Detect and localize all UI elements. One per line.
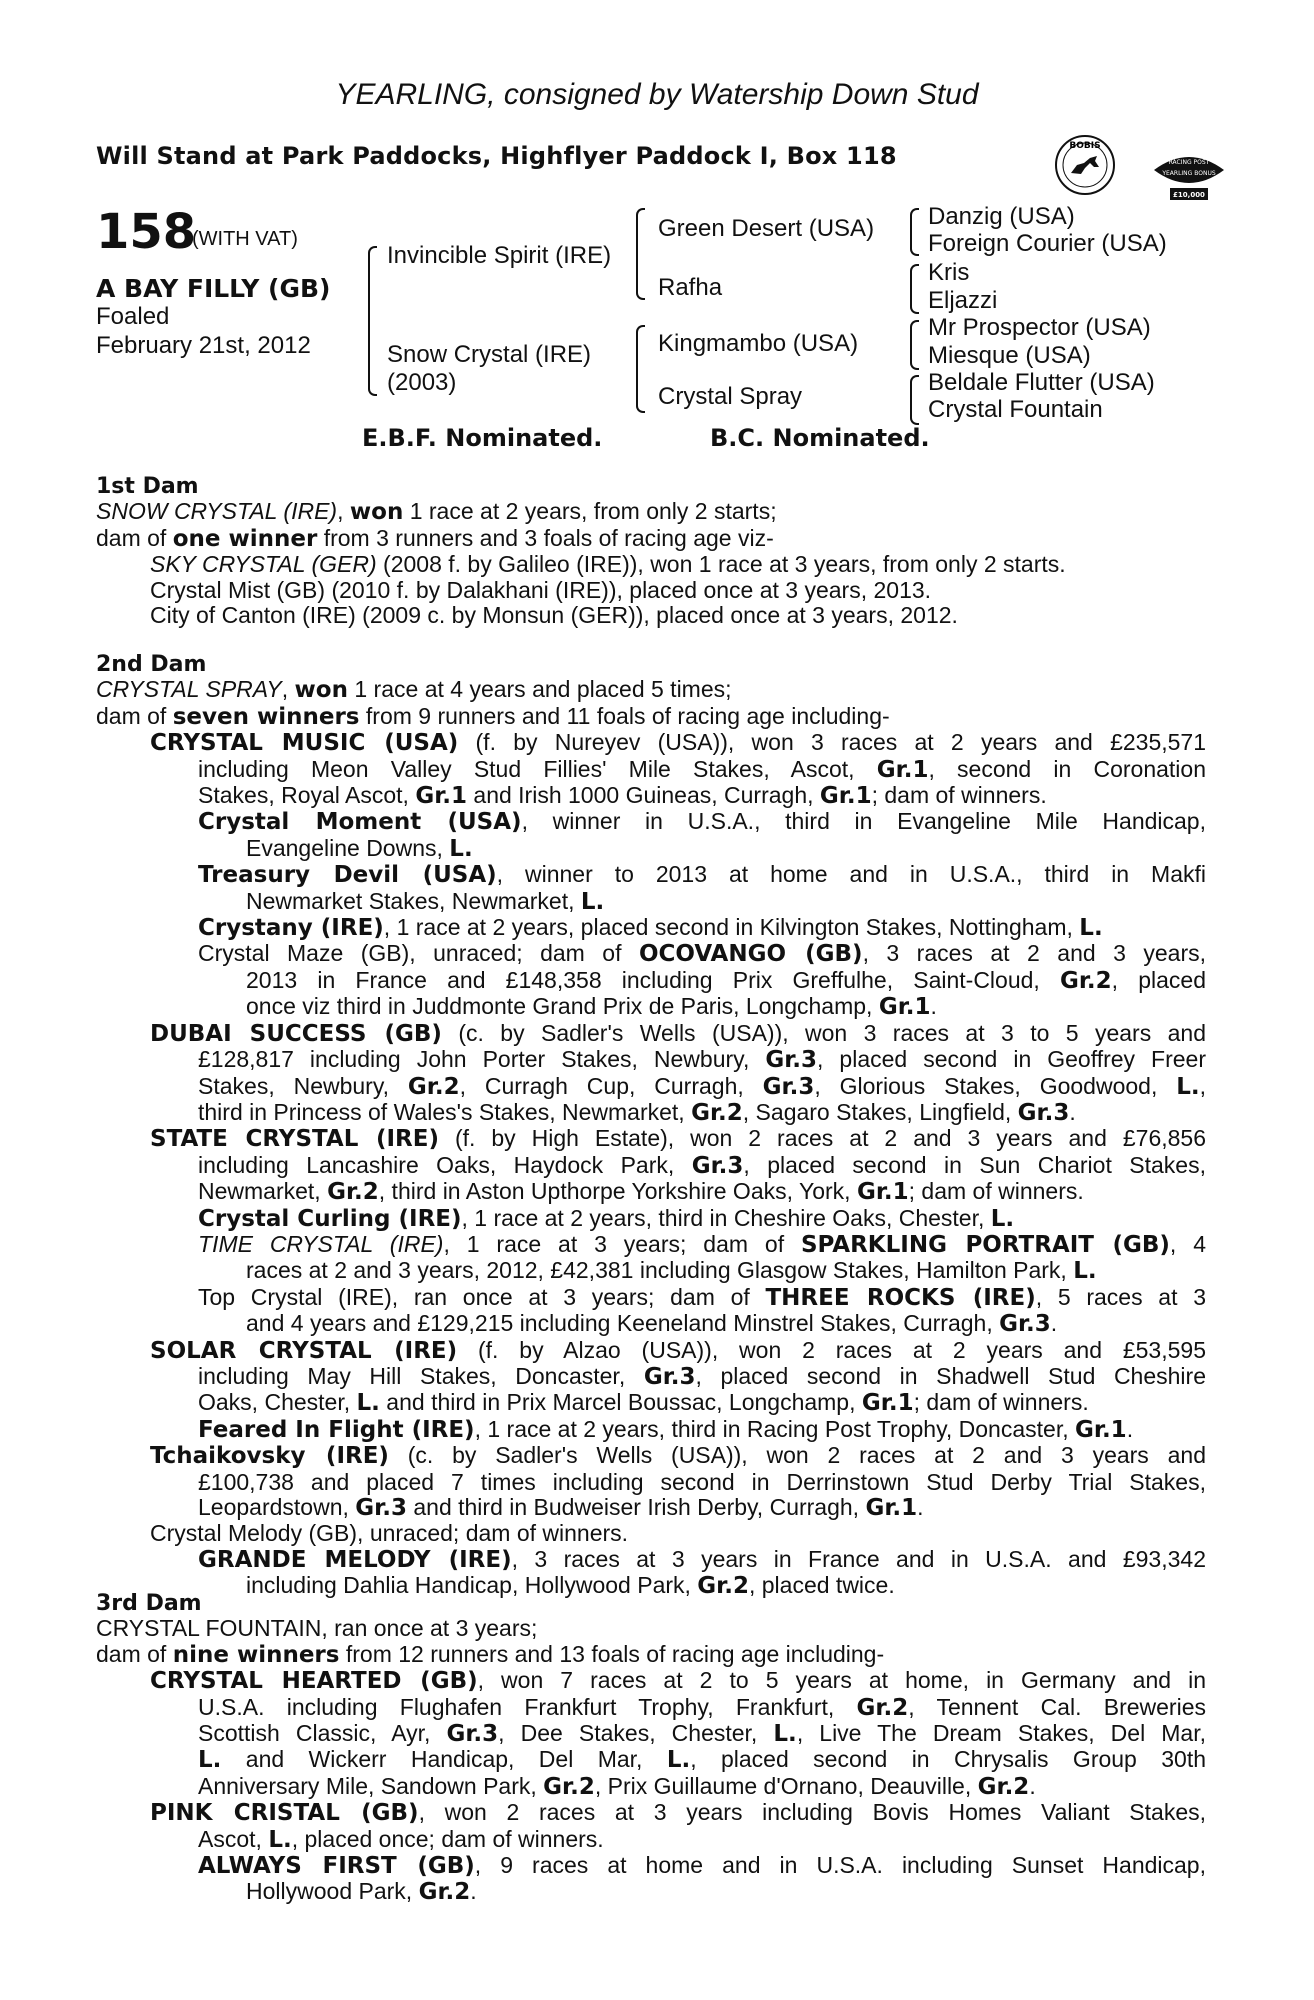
pedigree-brace-gen3: [910, 208, 919, 256]
pedigree-text-line: CRYSTAL SPRAY, won 1 race at 4 years and placed 5 times;: [96, 677, 732, 704]
pedigree-brace-sire: [636, 208, 645, 300]
pedigree-gen2-item: Green Desert (USA): [658, 215, 875, 242]
pedigree-brace-gen1: [368, 246, 377, 396]
pedigree-text-line: Oaks, Chester, L. and third in Prix Marcel Boussac, Longchamp, Gr.1; dam of winners.: [198, 1390, 1089, 1417]
bobis-badge-text: BOBIS: [1069, 141, 1101, 151]
pedigree-text-line: Crystal Moment (USA), winner in U.S.A., third in Evangeline Mile Handicap,: [198, 809, 1206, 836]
bc-nomination: B.C. Nominated.: [710, 424, 930, 452]
lot-foaled: [96, 302, 311, 360]
lot-vat: (WITH VAT): [192, 228, 298, 250]
second-dam-heading: 2nd Dam: [96, 652, 207, 677]
pedigree-text-line: Newmarket Stakes, Newmarket, L.: [246, 888, 605, 915]
foaled-date: February 21st, 2012: [96, 332, 311, 359]
pedigree-text-line: Stakes, Royal Ascot, Gr.1 and Irish 1000 Guineas, Curragh, Gr.1; dam of winners.: [198, 783, 1047, 810]
pedigree-dam-name: Snow Crystal (IRE): [387, 341, 592, 368]
pedigree-text-line: including Lancashire Oaks, Haydock Park, Gr.3, placed second in Sun Chariot Stakes,: [198, 1152, 1206, 1179]
pedigree-gen3-item: Kris: [928, 259, 970, 286]
pedigree-text-line: L. and Wickerr Handicap, Del Mar, L., placed second in Chrysalis Group 30th: [198, 1747, 1206, 1774]
pedigree-text-line: Top Crystal (IRE), ran once at 3 years; dam of THREE ROCKS (IRE), 5 races at 3: [198, 1284, 1206, 1311]
pedigree-text-line: dam of one winner from 3 runners and 3 foals of racing age viz-: [96, 525, 774, 552]
pedigree-text-line: SOLAR CRYSTAL (IRE) (f. by Alzao (USA)), won 2 races at 2 years and £53,595: [150, 1337, 1206, 1364]
first-dam-section: [96, 474, 1206, 628]
pedigree-text-line: Anniversary Mile, Sandown Park, Gr.2, Prix Guillaume d'Ornano, Deauville, Gr.2.: [198, 1773, 1036, 1800]
pedigree-text-line: STATE CRYSTAL (IRE) (f. by High Estate), won 2 races at 2 and 3 years and £76,856: [150, 1126, 1206, 1153]
pedigree-text-line: Newmarket, Gr.2, third in Aston Upthorpe Yorkshire Oaks, York, Gr.1; dam of winners.: [198, 1179, 1084, 1206]
pedigree-text-line: CRYSTAL MUSIC (USA) (f. by Nureyev (USA)), won 3 races at 2 years and £235,571: [150, 730, 1206, 757]
second-dam-body: [96, 677, 1206, 1599]
pedigree-text-line: CRYSTAL HEARTED (GB), won 7 races at 2 to 5 years at home, in Germany and in: [150, 1668, 1206, 1695]
pedigree-text-line: Crystany (IRE), 1 race at 2 years, placed second in Kilvington Stakes, Nottingham, L.: [198, 915, 1103, 942]
pedigree-text-line: Evangeline Downs, L.: [246, 835, 473, 862]
pedigree-text-line: Ascot, L., placed once; dam of winners.: [198, 1826, 604, 1853]
pedigree-brace-gen3: [910, 320, 919, 370]
pedigree-text-line: Scottish Classic, Ayr, Gr.3, Dee Stakes, Chester, L., Live The Dream Stakes, Del Mar,: [198, 1721, 1206, 1748]
pedigree-text-line: SKY CRYSTAL (GER) (2008 f. by Galileo (IRE)), won 1 race at 3 years, from only 2 starts.: [150, 552, 1066, 578]
pedigree-text-line: Leopardstown, Gr.3 and third in Budweiser Irish Derby, Curragh, Gr.1.: [198, 1495, 924, 1521]
pedigree-gen3-item: Crystal Fountain: [928, 396, 1103, 423]
pedigree-text-line: dam of seven winners from 9 runners and 11 foals of racing age including-: [96, 703, 890, 730]
pedigree-text-line: City of Canton (IRE) (2009 c. by Monsun (GER)), placed once at 3 years, 2012.: [150, 603, 958, 629]
first-dam-body: [96, 499, 1206, 628]
stand-location: Will Stand at Park Paddocks, Highflyer Paddock I, Box 118: [96, 142, 897, 170]
pedigree-text-line: Crystal Curling (IRE), 1 race at 2 years, third in Cheshire Oaks, Chester, L.: [198, 1205, 1015, 1232]
pedigree-text-line: DUBAI SUCCESS (GB) (c. by Sadler's Wells (USA)), won 3 races at 3 to 5 years and: [150, 1020, 1206, 1047]
pedigree-text-line: dam of nine winners from 12 runners and 13 foals of racing age including-: [96, 1641, 885, 1668]
pedigree-text-line: U.S.A. including Flughafen Frankfurt Trophy, Frankfurt, Gr.2, Tennent Cal. Breweries: [198, 1694, 1206, 1721]
pedigree-text-line: including Dahlia Handicap, Hollywood Park, Gr.2, placed twice.: [246, 1573, 895, 1600]
ebf-nomination: E.B.F. Nominated.: [362, 424, 603, 452]
pedigree-gen3-item: Eljazzi: [928, 287, 998, 314]
pedigree-text-line: Crystal Maze (GB), unraced; dam of OCOVANGO (GB), 3 races at 2 and 3 years,: [198, 941, 1206, 968]
pedigree-text-line: ALWAYS FIRST (GB), 9 races at home and in U.S.A. including Sunset Handicap,: [198, 1853, 1206, 1880]
pedigree-brace-gen3: [910, 264, 919, 314]
pedigree-gen3-item: Mr Prospector (USA): [928, 314, 1151, 341]
first-dam-heading: 1st Dam: [96, 474, 199, 499]
pedigree-text-line: races at 2 and 3 years, 2012, £42,381 including Glasgow Stakes, Hamilton Park, L.: [246, 1258, 1097, 1285]
racing-post-bonus-icon: [1150, 146, 1228, 202]
third-dam-heading: 3rd Dam: [96, 1591, 202, 1616]
pedigree-text-line: PINK CRISTAL (GB), won 2 races at 3 years including Bovis Homes Valiant Stakes,: [150, 1800, 1206, 1827]
pedigree-text-line: Feared In Flight (IRE), 1 race at 2 years, third in Racing Post Trophy, Doncaster, Gr.1.: [198, 1416, 1134, 1443]
bobis-badge: [1054, 134, 1116, 196]
pedigree-dam-year: (2003): [387, 369, 457, 396]
pedigree-text-line: 2013 in France and £148,358 including Prix Greffulhe, Saint-Cloud, Gr.2, placed: [246, 967, 1206, 994]
pedigree-text-line: third in Princess of Wales's Stakes, Newmarket, Gr.2, Sagaro Stakes, Lingfield, Gr.3.: [198, 1099, 1076, 1126]
pedigree-gen2-item: Crystal Spray: [658, 383, 803, 410]
third-dam-body: [96, 1616, 1206, 1905]
pedigree-text-line: TIME CRYSTAL (IRE), 1 race at 3 years; dam of SPARKLING PORTRAIT (GB), 4: [198, 1231, 1206, 1258]
pedigree-brace-dam: [636, 325, 645, 413]
catalogue-header: YEARLING, consigned by Watership Down Stud: [335, 78, 979, 111]
lot-description: A BAY FILLY (GB): [96, 274, 331, 303]
pedigree-gen3-item: Beldale Flutter (USA): [928, 369, 1155, 396]
pedigree-text-line: £100,738 and placed 7 times including second in Derrinstown Stud Derby Trial Stakes,: [198, 1469, 1206, 1495]
pedigree-gen2-item: Rafha: [658, 274, 723, 301]
pedigree-text-line: once viz third in Juddmonte Grand Prix de Paris, Longchamp, Gr.1.: [246, 994, 937, 1021]
pedigree-gen3-item: Foreign Courier (USA): [928, 230, 1167, 257]
lot-number: 158: [96, 204, 197, 260]
pedigree-sire: Invincible Spirit (IRE): [387, 242, 612, 269]
pedigree-text-line: Crystal Melody (GB), unraced; dam of winners.: [150, 1521, 629, 1547]
pedigree-text-line: CRYSTAL FOUNTAIN, ran once at 3 years;: [96, 1616, 538, 1642]
pedigree-dam: [387, 341, 591, 397]
pedigree-text-line: Crystal Mist (GB) (2010 f. by Dalakhani (IRE)), placed once at 3 years, 2013.: [150, 577, 932, 603]
racing-post-text: RACING POST: [1168, 159, 1210, 166]
pedigree-text-line: SNOW CRYSTAL (IRE), won 1 race at 2 years, from only 2 starts;: [96, 499, 777, 526]
pedigree-text-line: Tchaikovsky (IRE) (c. by Sadler's Wells (USA)), won 2 races at 2 and 3 years and: [150, 1443, 1206, 1470]
pedigree-text-line: including Meon Valley Stud Fillies' Mile Stakes, Ascot, Gr.1, second in Coronation: [198, 756, 1206, 783]
pedigree-text-line: including May Hill Stakes, Doncaster, Gr.3, placed second in Shadwell Stud Cheshire: [198, 1363, 1206, 1390]
pedigree-text-line: Treasury Devil (USA), winner to 2013 at home and in U.S.A., third in Makfi: [198, 862, 1206, 889]
pedigree-text-line: Stakes, Newbury, Gr.2, Curragh Cup, Curragh, Gr.3, Glorious Stakes, Goodwood, L.,: [198, 1073, 1206, 1100]
pedigree-gen3-item: Danzig (USA): [928, 203, 1075, 230]
bobis-horse-seal-icon: [1054, 134, 1116, 196]
pedigree-brace-gen3: [910, 375, 919, 425]
pedigree-text-line: Hollywood Park, Gr.2.: [246, 1879, 477, 1906]
bonus-amount-text: £10,000: [1173, 191, 1205, 199]
racing-post-bonus-badge: [1150, 146, 1228, 202]
yearling-bonus-text: YEARLING BONUS: [1162, 170, 1216, 177]
pedigree-gen2-item: Kingmambo (USA): [658, 330, 859, 357]
pedigree-text-line: GRANDE MELODY (IRE), 3 races at 3 years in France and in U.S.A. and £93,342: [198, 1546, 1206, 1573]
pedigree-text-line: and 4 years and £129,215 including Keeneland Minstrel Stakes, Curragh, Gr.3.: [246, 1311, 1058, 1338]
pedigree-text-line: £128,817 including John Porter Stakes, Newbury, Gr.3, placed second in Geoffrey Freer: [198, 1047, 1206, 1074]
pedigree-gen3-item: Miesque (USA): [928, 342, 1091, 369]
foaled-label: Foaled: [96, 303, 170, 330]
second-dam-section: [96, 652, 1206, 1600]
third-dam-section: [96, 1591, 1206, 1906]
